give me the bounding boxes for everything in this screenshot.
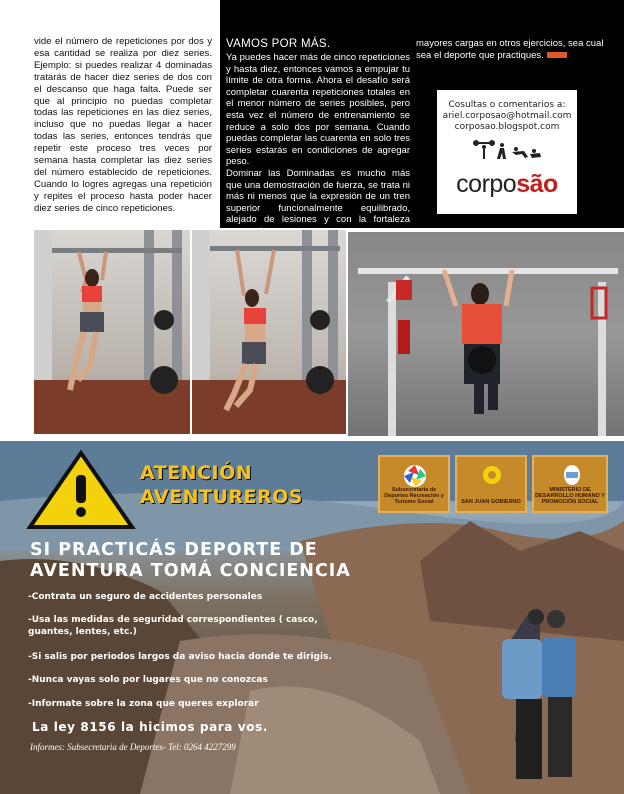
article-column-3 (416, 38, 608, 61)
adventure-banner (0, 441, 624, 794)
sponsor-deportes: Subsecretaría de Deportes Recreación y Turismo Social (378, 455, 450, 513)
banner-headline: SI PRACTICÁS DEPORTE DE AVENTURA TOMÁ CONCIENCIA (30, 540, 351, 581)
sun-logo-icon (477, 461, 507, 489)
sponsor-san-juan: SAN JUAN GOBIERNO (455, 455, 527, 513)
coat-of-arms-icon (560, 460, 584, 488)
info-text: Informes: Subsecretaria de Deportes- Tel: 0264 4227299 (30, 742, 236, 752)
section-heading: VAMOS POR MÁS. (226, 38, 331, 50)
contact-blog[interactable]: corposao.blogspot.com (454, 122, 560, 132)
law-text: La ley 8156 la hicimos para vos. (32, 720, 268, 734)
article-column-2 (226, 38, 410, 238)
pullup-photo-3 (348, 232, 624, 436)
paragraph-1: Ya puedes hacer más de cinco repeticiones y hasta diez, entonces vamos a empujar tu límite de otra forma. Ahora el desafío será completar cuarenta repeticiones totales en el menor número de series posibles, pero esta vez el número de entrenamiento se reduce a solo dos por semana. Cuando puedas completar las cuarenta en solo tres series estarás en condiciones de agregar peso. (226, 52, 410, 168)
contact-box (437, 90, 577, 214)
corposao-logo: corposão (456, 170, 558, 198)
warning-title: ATENCIÓN AVENTUREROS (140, 462, 303, 508)
warning-icon (26, 449, 136, 531)
deportes-logo-icon (400, 463, 430, 489)
athletes-silhouette-icon (472, 139, 542, 161)
paragraph-3: mayores cargas en otros ejercicios, sea cual sea el deporte que practiques. (416, 38, 604, 61)
sponsor-ministerio: MINISTERIO DE DESARROLLO HUMANO Y PROMOCIÓN SOCIAL (532, 455, 608, 513)
contact-email[interactable]: ariel.corposao@hotmail.com (442, 111, 572, 121)
pullup-photo-2 (192, 230, 346, 434)
pullup-photo-1 (34, 230, 190, 434)
rule-5: -Informate sobre la zona que queres explorar (28, 699, 259, 709)
rule-2: -Usa las medidas de seguridad correspondientes ( casco, guantes, lentes, etc.) (28, 615, 318, 637)
rule-1: -Contrata un seguro de accidentes personales (28, 592, 263, 602)
rule-3: -Si salis por periodos largos da aviso hacia donde te dirigis. (28, 652, 332, 662)
paragraph-2: Dominar las Dominadas es mucho más que una demostración de fuerza, se trata ni más ni menos que la expresión de un tren superior funcionalmente equilibrado, alejado de lesiones y con la fortaleza (226, 167, 410, 226)
article-column-1: vide el número de repeticiones por dos y esa cantidad se realiza por diez series. Ejemplo: si puedes realizar 4 dominadas tratarás de hacer diez series de dos con el descanso que haga falta. Puede ser que al principio no puedas completar todas las repeticiones en las diez series, incluso que no puedas llegar a hacer todas las series, entonces tendrás que repetir este proceso tres veces por semana hasta completar las diez series del número establecido de repeticiones. Cuando lo logres agregas una repetición y repites el proceso hasta poder hacer diez series de cinco repeticiones. (34, 36, 212, 214)
end-mark-icon (547, 52, 567, 58)
contact-title: Cosultas o comentarios a: (448, 100, 566, 110)
rule-4: -Nunca vayas solo por lugares que no conozcas (28, 675, 268, 685)
